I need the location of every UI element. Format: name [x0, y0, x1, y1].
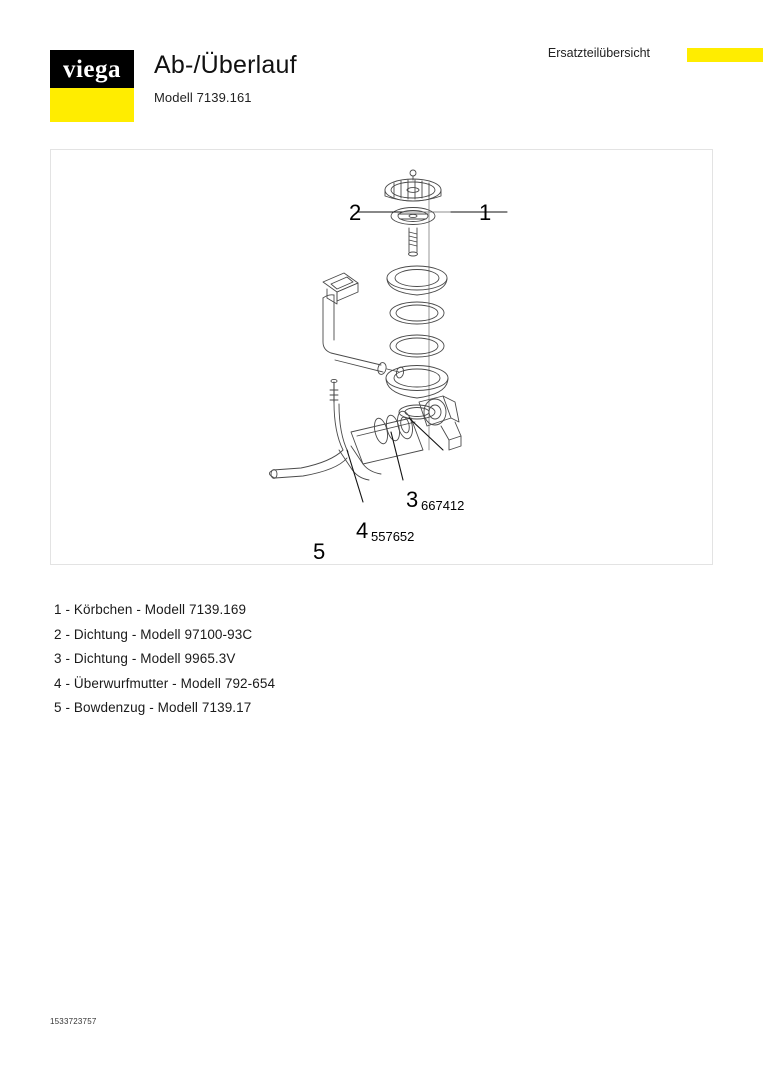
parts-list-item: 3 - Dichtung - Modell 9965.3V [54, 651, 236, 666]
overview-label: Ersatzteilübersicht [547, 46, 650, 60]
parts-list [54, 603, 654, 726]
parts-list-item: 4 - Überwurfmutter - Modell 792-654 [54, 675, 276, 691]
callout-code-4: 557652 [371, 529, 415, 544]
parts-list-item: 2 - Dichtung - Modell 97100-93C [54, 626, 253, 642]
callout-code-3: 667412 [421, 498, 465, 513]
callout-number-1: 1 [479, 200, 492, 225]
parts-list-item: 5 - Bowdenzug - Modell 7139.17 [54, 700, 252, 715]
model-subtitle: Modell 7139.161 [154, 89, 252, 105]
logo-black-band [50, 50, 134, 88]
callout-number-3: 3 [406, 487, 419, 512]
page-header [0, 0, 763, 140]
parts-list-item: 1 - Körbchen - Modell 7139.169 [54, 602, 247, 617]
logo-wordmark: viega [62, 55, 122, 83]
title-block [154, 52, 297, 105]
overview-highlight-bar [687, 48, 763, 62]
page-title: Ab-/Überlauf [154, 51, 297, 79]
document-code: 1533723757 [50, 1017, 97, 1026]
callout-number-5: 5 [313, 539, 326, 564]
callout-number-4: 4 [356, 518, 369, 543]
exploded-diagram [51, 150, 712, 564]
exploded-view-figure [50, 149, 713, 565]
viega-logo [50, 50, 134, 122]
callout-number-2: 2 [349, 200, 362, 225]
